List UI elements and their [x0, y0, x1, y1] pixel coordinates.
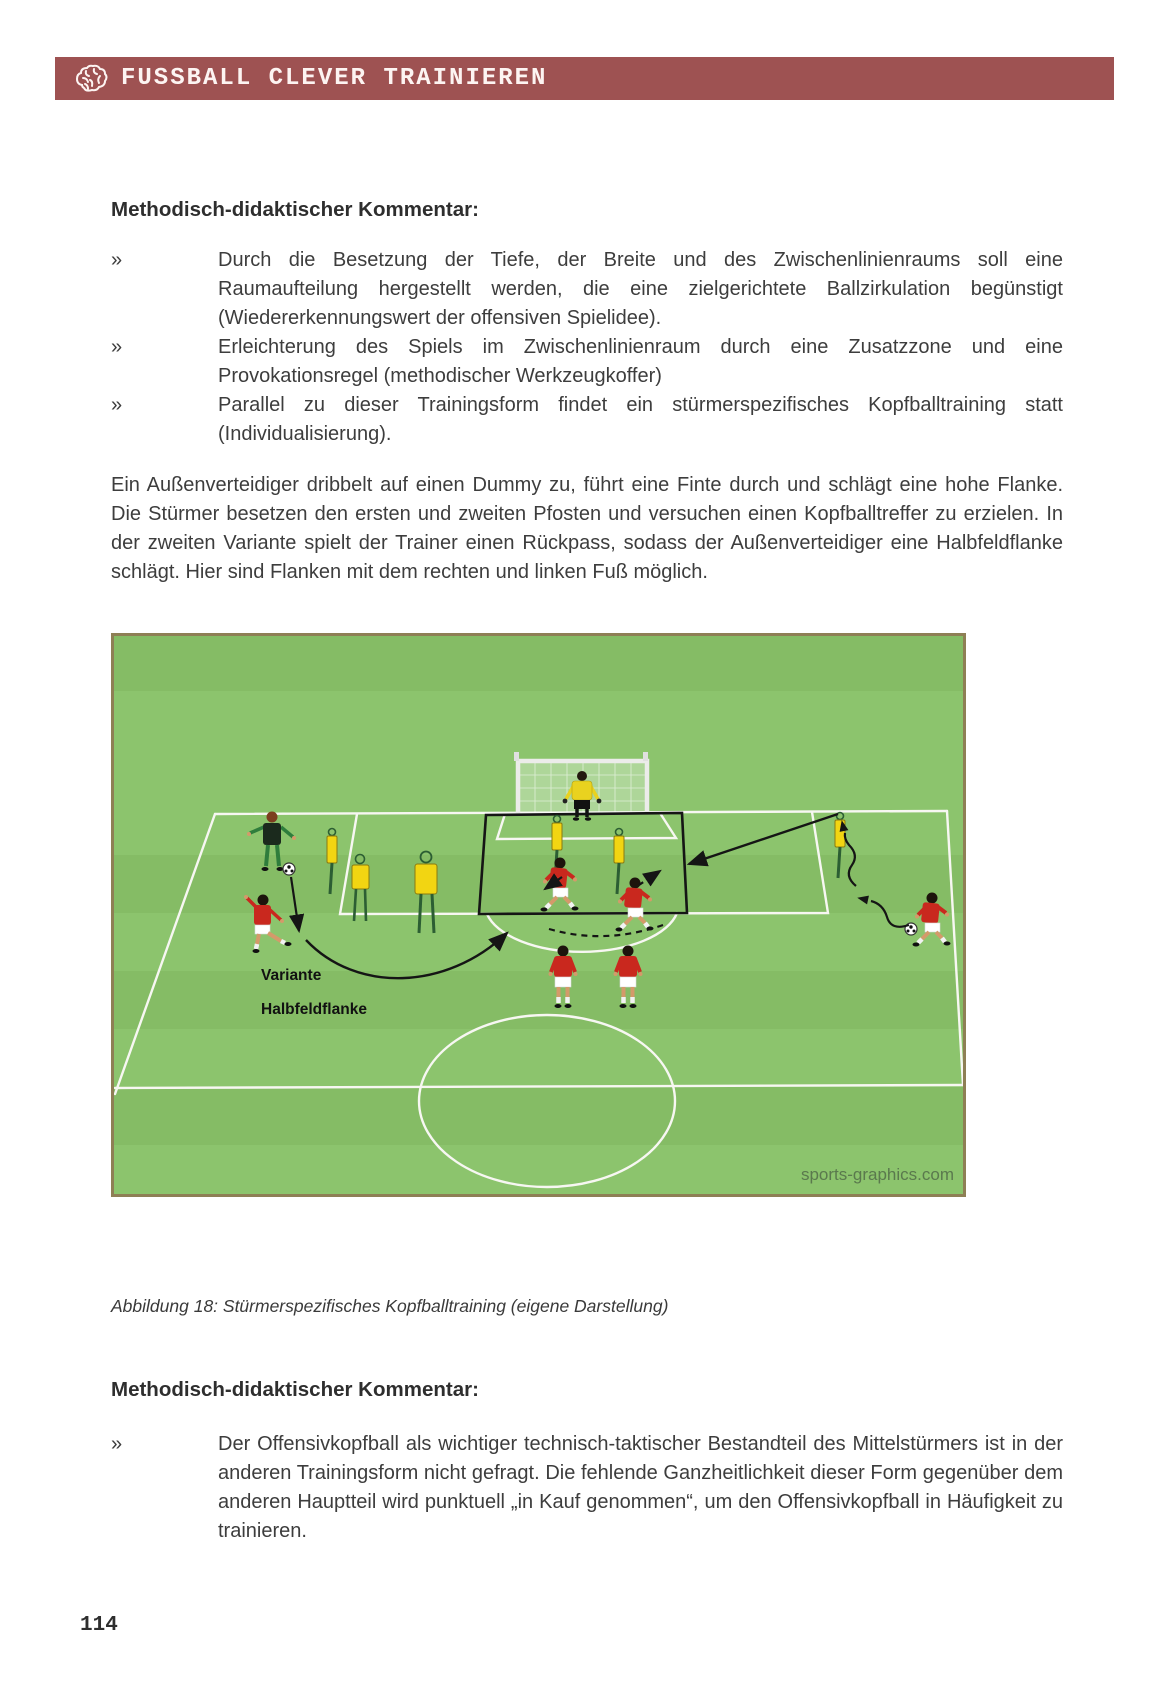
brain-icon [73, 63, 109, 95]
list-item [111, 1430, 1063, 1546]
chapter-title: FUSSBALL CLEVER TRAINIEREN [121, 65, 548, 92]
bullet-text: Erleichterung des Spiels im Zwischenlinienraum durch eine Zusatzzone und eine Provokationsregel (methodischer Werkzeugkoffer) [218, 336, 1063, 387]
bullet-marker: » [111, 1433, 123, 1455]
bullet-list-1 [111, 246, 1063, 449]
label-halbfeldflanke: Halbfeldflanke [261, 1001, 367, 1018]
bullet-text: Durch die Besetzung der Tiefe, der Breite und des Zwischenlinienraums soll eine Raumaufteilung hergestellt werden, die eine zielgerichtete Ballzirkulation begünstigt (Wiedererkennungswert der offensiven Spielidee). [218, 249, 1063, 329]
training-diagram [111, 633, 966, 1197]
chapter-header-bar [55, 57, 1114, 100]
bullet-marker: » [111, 336, 123, 358]
goal-hook-right [643, 752, 648, 761]
list-item [111, 391, 1063, 449]
bullet-text: Parallel zu dieser Trainingsform findet ein stürmerspezifisches Kopfballtraining statt (Individualisierung). [218, 394, 1063, 445]
ball-trainer [283, 863, 295, 875]
goal-hook-left [514, 752, 519, 761]
pitch-illustration [111, 633, 966, 1197]
page-number: 114 [80, 1614, 118, 1637]
bullet-text: Der Offensivkopfball als wichtiger technisch-taktischer Bestandteil des Mittelstürmers ist in der anderen Trainingsform nicht gefragt. Die fehlende Ganzheitlichkeit dieser Form gegenüber dem anderen Hauptteil wird punktuell „in Kauf genommen“, um den Offensivkopfball in Häufigkeit zu trainieren. [218, 1433, 1063, 1542]
section-heading-1: Methodisch-didaktischer Kommentar: [111, 198, 479, 221]
list-item [111, 246, 1063, 333]
bullet-list-2 [111, 1430, 1063, 1546]
figure-caption: Abbildung 18: Stürmerspezifisches Kopfballtraining (eigene Darstellung) [111, 1296, 669, 1316]
list-item [111, 333, 1063, 391]
label-variante: Variante [261, 967, 322, 984]
watermark: sports-graphics.com [800, 1165, 954, 1184]
bullet-marker: » [111, 249, 123, 271]
body-paragraph: Ein Außenverteidiger dribbelt auf einen Dummy zu, führt eine Finte durch und schlägt eine hohe Flanke. Die Stürmer besetzen den ersten und zweiten Pfosten und versuchen einen Kopfballtreffer zu erzielen. In der zweiten Variante spielt der Trainer einen Rückpass, sodass der Außenverteidiger eine Halbfeldflanke schlägt. Hier sind Flanken mit dem rechten und linken Fuß möglich. [111, 474, 1063, 583]
section-heading-2: Methodisch-didaktischer Kommentar: [111, 1378, 479, 1401]
bullet-marker: » [111, 394, 123, 416]
